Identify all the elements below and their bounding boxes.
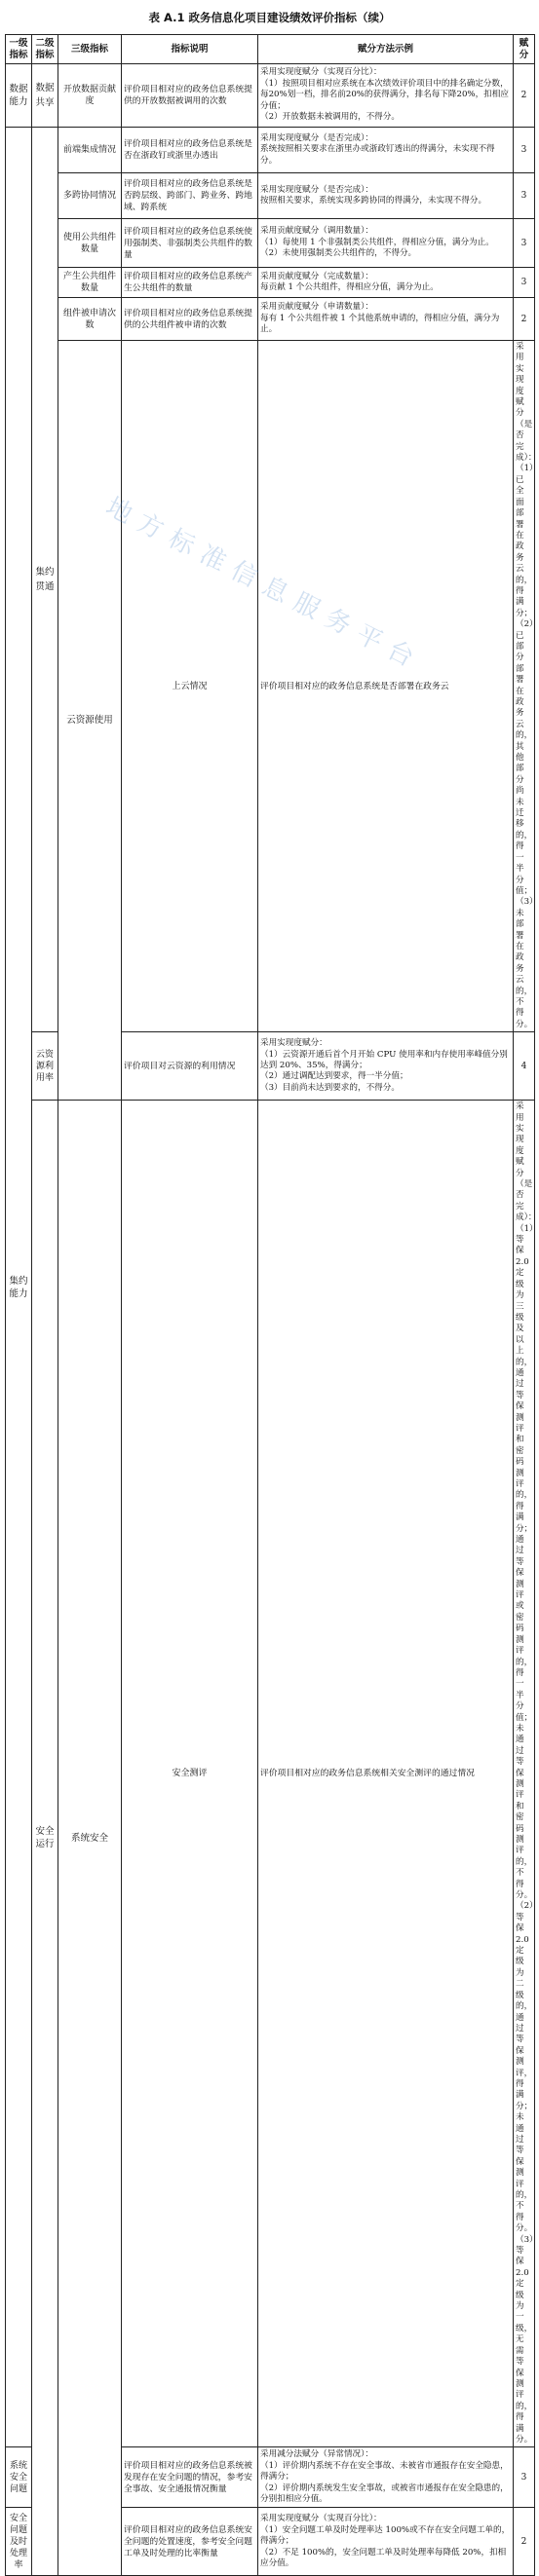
indicator-desc: 评价项目对云资源的利用情况 [122, 1032, 258, 1101]
method-line: 采用贡献度赋分（申请数量）： [260, 302, 374, 313]
indicator-desc: 评价项目相对应的政务信息系统是否跨层级、跨部门、跨业务、跨地域、跨系统 [122, 173, 258, 219]
indicator-desc: 评价项目相对应的政务信息系统被发现存在安全问题的情况，参考安全事故、安全通报情况衡量 [122, 2447, 258, 2508]
table-row [6, 298, 535, 341]
group-system-security: 系统安全 [58, 1101, 122, 2576]
method-line: （2）已部分部署在政务云的，其他部分尚未迁移的，得一半分值； [516, 619, 538, 896]
indicator-name: 开放数据贡献度 [58, 64, 122, 128]
header-level3: 三级指标 [58, 35, 122, 64]
method-line: 每贡献 1 个公共组件，得相应分值，满分为止。 [260, 282, 439, 292]
method-line: （1）每使用 1 个非强制类公共组件，得相应分值，满分为止。 [260, 237, 494, 247]
scoring-method [258, 173, 514, 219]
method-line: （1）云资源开通后首个月开始 CPU 使用率和内存使用率峰值分别达到 20%、35%，得满分； [260, 1049, 508, 1070]
header-score: 赋分 [514, 35, 535, 64]
group-data-ability: 数据能力 [6, 64, 32, 128]
method-line: 采用贡献度赋分（完成数量）： [260, 271, 374, 281]
indicator-name: 云资源利用率 [32, 1032, 58, 1101]
score-value: 3 [514, 268, 535, 298]
score-value: 3 [514, 173, 535, 219]
indicator-name: 安全测评 [122, 1101, 258, 2447]
score-value: 3 [514, 219, 535, 268]
table-row [6, 64, 535, 128]
method-line: （2）等保 2.0 定级为二级的，通过等保测评，得满分；未通过等保测评的，不得分。 [516, 1901, 538, 2234]
method-line: （2）不足 100%的，安全问题工单及时处理率每降低 20%，扣相应分值。 [260, 2547, 507, 2568]
scoring-method [258, 268, 514, 298]
scoring-method [514, 341, 538, 1032]
scoring-method [258, 1032, 514, 1101]
indicator-desc: 评价项目相对应的政务信息系统是否在浙政钉或浙里办透出 [122, 128, 258, 173]
method-line: （3）等保 2.0 定级为一级，无需等保测评的，得满分。 [516, 2234, 538, 2445]
group-security-ops: 安全运行 [32, 1101, 58, 2576]
header-level2: 二级指标 [32, 35, 58, 64]
method-line: 采用贡献度赋分（调用数量）： [260, 226, 374, 237]
score-value: 2 [514, 2508, 535, 2576]
score-value: 3 [514, 128, 535, 173]
indicator-desc: 评价项目相对应的政务信息系统是否部署在政务云 [258, 341, 514, 1032]
indicator-name: 系统安全问题 [6, 2447, 32, 2508]
method-line: 系统按照相关要求在浙里办或浙政钉透出的得满分，未实现不得分。 [260, 144, 495, 166]
scoring-method [258, 298, 514, 341]
table-title: 表 A.1 政务信息化项目建设绩效评价指标（续） [148, 11, 391, 24]
indicator-desc: 评价项目相对应的政务信息系统相关安全测评的通过情况 [258, 1101, 514, 2447]
group-intensive-ability: 集约能力 [6, 128, 32, 2447]
table-row [6, 173, 535, 219]
score-value: 4 [514, 1032, 535, 1101]
group-cloud-use: 云资源使用 [58, 341, 122, 1101]
method-line: 采用实现度赋分（是否完成）： [260, 132, 374, 143]
method-line: 采用实现度赋分（是否完成）： [516, 342, 537, 464]
header-desc: 指标说明 [122, 35, 258, 64]
method-line: （1）安全问题工单及时处理率达 100%或不存在安全问题工单的，得满分； [260, 2524, 511, 2547]
method-line: 采用实现度赋分（是否完成）： [516, 1101, 537, 1223]
method-line: 按照相关要求，系统实现多跨协同的得满分，未实现不得分。 [260, 196, 487, 205]
method-line: （1）按照项目相对应系统在本次绩效评价项目中的排名确定分数，每20%划一档，排名前20%的获得满分，排名每下降20%，扣相应分值； [260, 78, 509, 111]
indicator-desc: 评价项目相对应的政务信息系统安全问题的处置速度，参考安全问题工单及时处理的比率衡量 [122, 2508, 258, 2576]
indicator-desc: 评价项目相对应的政务信息系统提供的公共组件被申请的次数 [122, 298, 258, 341]
indicator-name: 产生公共组件数量 [58, 268, 122, 298]
group-data-sharing: 数据共享 [32, 64, 58, 128]
header-level1: 一级指标 [6, 35, 32, 64]
indicator-desc: 评价项目相对应的政务信息系统提供的开放数据被调用的次数 [122, 64, 258, 128]
scoring-method [258, 2508, 514, 2576]
evaluation-table [5, 34, 538, 2576]
indicator-desc: 评价项目相对应的政务信息系统产生公共组件的数量 [122, 268, 258, 298]
method-line: （2）评价期内系统发生安全事故，或被省市通报存在安全隐患的，分别扣相应分值。 [260, 2483, 509, 2504]
score-value: 3 [514, 2447, 535, 2508]
method-line: 采用实现度赋分： [260, 1038, 327, 1049]
method-line: 采用减分法赋分（异常情况）： [260, 2449, 374, 2460]
header-row [6, 35, 535, 64]
scoring-method [514, 1101, 538, 2447]
indicator-name: 安全问题及时处理率 [6, 2508, 32, 2576]
indicator-name: 多跨协同情况 [58, 173, 122, 219]
method-line: 每有 1 个公共组件被 1 个其他系统申请的，得相应分值，满分为止。 [260, 313, 500, 335]
scoring-method [258, 2447, 514, 2508]
indicator-desc: 评价项目相对应的政务信息系统使用强制类、非强制类公共组件的数量 [122, 219, 258, 268]
indicator-name: 使用公共组件数量 [58, 219, 122, 268]
method-line: 采用实现度赋分（实现百分比）： [260, 2514, 382, 2524]
method-line: （2）未使用强制类公共组件的，不得分。 [260, 248, 417, 259]
table-row [6, 1101, 535, 2447]
method-line: （2）开放数据未被调用的，不得分。 [260, 112, 400, 123]
indicator-name: 前端集成情况 [58, 128, 122, 173]
indicator-name: 上云情况 [122, 341, 258, 1032]
method-line: （2）通过调配达到要求，得一半分值； [260, 1071, 408, 1082]
method-line: 采用实现度赋分（是否完成）： [260, 184, 374, 195]
method-line: （3）目前尚未达到要求的，不得分。 [260, 1082, 400, 1093]
method-line: （3）未部署在政务云的，不得分。 [516, 897, 538, 1029]
table-row [6, 268, 535, 298]
scoring-method [258, 128, 514, 173]
watermark: 地方标准信息服务平台 [100, 492, 428, 678]
method-line: （1）等保 2.0 定级为三级及以上的，通过等保测评和密码测评的，得满分；通过等保测评或密码测评的，得一半分值；未通过等保测评和密码测评的，不得分。 [516, 1223, 538, 1901]
scoring-method [258, 219, 514, 268]
indicator-name: 组件被申请次数 [58, 298, 122, 341]
group-intensive-connect: 集约贯通 [32, 128, 58, 1032]
method-line: 采用实现度赋分（实现百分比）： [260, 67, 382, 78]
table-row [6, 128, 535, 173]
method-line: （1）评价期内系统不存在安全事故、未被省市通报存在安全隐患，得满分； [260, 2460, 509, 2483]
score-value: 2 [514, 64, 535, 128]
score-value: 2 [514, 298, 535, 341]
table-row [6, 341, 535, 1032]
method-line: （1）已全面部署在政务云的，得满分； [516, 464, 538, 618]
header-method: 赋分方法示例 [258, 35, 514, 64]
scoring-method [258, 64, 514, 128]
table-row [6, 219, 535, 268]
